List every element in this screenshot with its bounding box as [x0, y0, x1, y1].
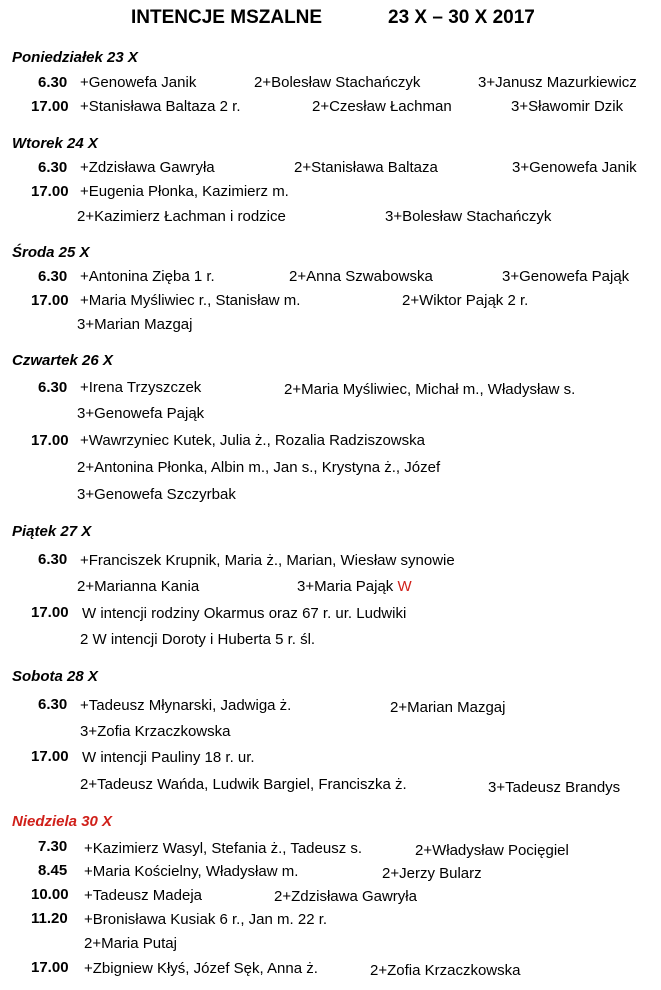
intention: 2+Zofia Krzaczkowska — [370, 962, 521, 979]
intention: 3+Zofia Krzaczkowska — [80, 723, 231, 740]
intention: +Zbigniew Kłyś, Józef Sęk, Anna ż. — [84, 960, 318, 977]
intention: 3+Sławomir Dzik — [511, 98, 624, 115]
mass-time: 11.20 — [31, 910, 68, 927]
day-heading-thursday: Czwartek 26 X — [12, 352, 113, 369]
intention: 3+Genowefa Janik — [512, 159, 637, 176]
mass-time: 6.30 — [38, 696, 68, 713]
intention: 2+Stanisława Baltaza — [294, 159, 438, 176]
intention: 3+Genowefa Pająk — [502, 268, 630, 285]
intention: 3+Marian Mazgaj — [77, 316, 193, 333]
day-heading-sunday: Niedziela 30 X — [12, 813, 113, 830]
day-heading-monday: Poniedziałek 23 X — [12, 49, 138, 66]
mass-time: 6.30 — [38, 74, 68, 91]
intention: 3+Tadeusz Brandys — [488, 779, 621, 796]
intention: 3+Genowefa Szczyrbak — [77, 486, 236, 503]
mass-time: 17.00 — [31, 432, 69, 449]
intention: +Wawrzyniec Kutek, Julia ż., Rozalia Radziszowska — [80, 432, 425, 449]
intention: +Zdzisława Gawryła — [80, 159, 215, 176]
intention: +Antonina Zięba 1 r. — [80, 268, 215, 285]
intention: 2+Maria Myśliwiec, Michał m., Władysław s. — [284, 381, 576, 398]
intention: 2+Maria Putaj — [84, 935, 177, 952]
intention: 3+Bolesław Stachańczyk — [385, 208, 552, 225]
intention: 2+Czesław Łachman — [312, 98, 452, 115]
day-heading-wednesday: Środa 25 X — [12, 244, 90, 261]
intention: +Bronisława Kusiak 6 r., Jan m. 22 r. — [84, 911, 328, 928]
page-title: INTENCJE MSZALNE — [131, 7, 323, 28]
mass-time: 7.30 — [38, 838, 68, 855]
mass-time: 17.00 — [31, 98, 69, 115]
mass-time: 10.00 — [31, 886, 69, 903]
intention: 2+Anna Szwabowska — [289, 268, 433, 285]
intention: +Irena Trzyszczek — [80, 379, 202, 396]
intention: 2+Jerzy Bularz — [382, 865, 482, 882]
intention: 2+Kazimierz Łachman i rodzice — [77, 208, 286, 225]
intention: 2+Władysław Pocięgiel — [415, 842, 569, 859]
intention: 2+Wiktor Pająk 2 r. — [402, 292, 529, 309]
day-heading-saturday: Sobota 28 X — [12, 668, 98, 685]
day-heading-tuesday: Wtorek 24 X — [12, 135, 98, 152]
intention: +Tadeusz Młynarski, Jadwiga ż. — [80, 697, 292, 714]
intention: 2+Bolesław Stachańczyk — [254, 74, 421, 91]
intention: 2+Tadeusz Wańda, Ludwik Bargiel, Franciszka ż. — [80, 776, 407, 793]
intention: 3+Janusz Mazurkiewicz — [478, 74, 637, 91]
mass-time: 8.45 — [38, 862, 68, 879]
intention: W intencji rodziny Okarmus oraz 67 r. ur. Ludwiki — [82, 605, 407, 622]
intention: +Kazimierz Wasyl, Stefania ż., Tadeusz s. — [84, 840, 363, 857]
intention: +Maria Kościelny, Władysław m. — [84, 863, 299, 880]
intention: +Tadeusz Madeja — [84, 887, 202, 904]
mass-time: 17.00 — [31, 959, 69, 976]
intention: 2+Zdzisława Gawryła — [274, 888, 417, 905]
mass-time: 17.00 — [31, 292, 69, 309]
mass-time: 17.00 — [31, 604, 69, 621]
intention: 2+Marian Mazgaj — [390, 699, 506, 716]
intention: 3+Maria Pająk W — [297, 578, 412, 595]
intention: 2+Antonina Płonka, Albin m., Jan s., Krystyna ż., Józef — [77, 459, 441, 476]
intention: W intencji Pauliny 18 r. ur. — [82, 749, 255, 766]
date-range: 23 X – 30 X 2017 — [388, 7, 535, 28]
mass-time: 17.00 — [31, 748, 69, 765]
intention: +Eugenia Płonka, Kazimierz m. — [80, 183, 289, 200]
intention: 3+Genowefa Pająk — [77, 405, 205, 422]
intention: 2+Marianna Kania — [77, 578, 200, 595]
intention: +Franciszek Krupnik, Maria ż., Marian, Wiesław synowie — [80, 552, 455, 569]
mass-time: 6.30 — [38, 379, 68, 396]
intention: 2 W intencji Doroty i Huberta 5 r. śl. — [80, 631, 316, 648]
mass-time: 17.00 — [31, 183, 69, 200]
intention-mark: W — [397, 578, 412, 595]
intention: +Maria Myśliwiec r., Stanisław m. — [80, 292, 301, 309]
mass-time: 6.30 — [38, 159, 68, 176]
mass-time: 6.30 — [38, 551, 68, 568]
intention: +Genowefa Janik — [80, 74, 197, 91]
mass-time: 6.30 — [38, 268, 68, 285]
day-heading-friday: Piątek 27 X — [12, 523, 92, 540]
intention: +Stanisława Baltaza 2 r. — [80, 98, 241, 115]
